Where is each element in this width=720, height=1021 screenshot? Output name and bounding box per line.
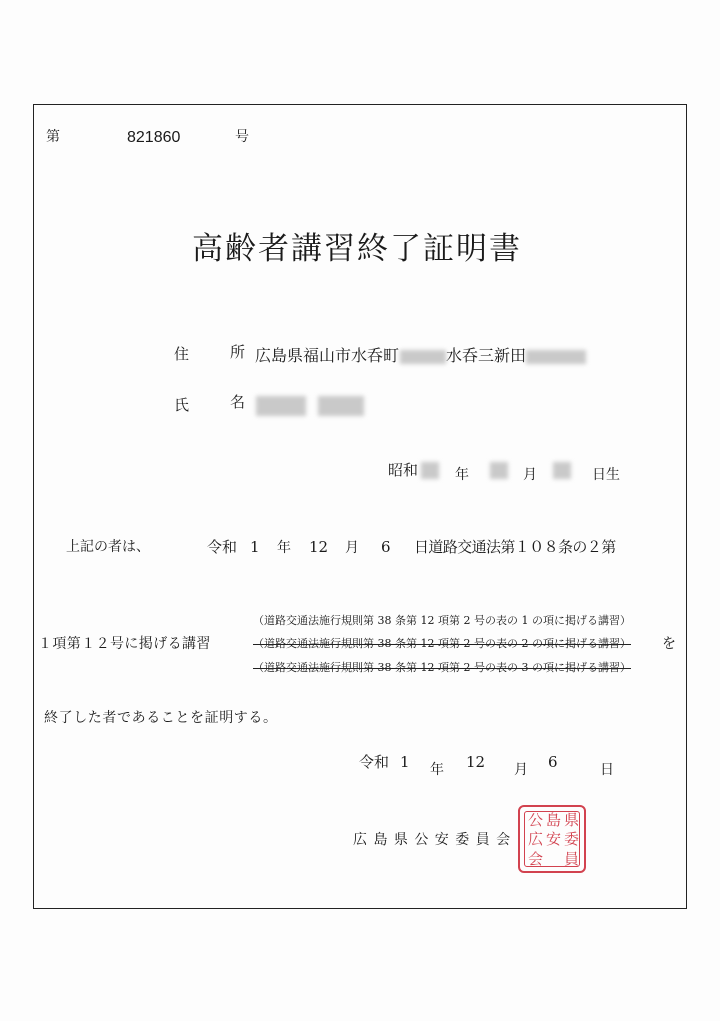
seal-char: 会	[528, 850, 544, 868]
statement-line2-prefix: １項第１２号に掲げる講習	[38, 636, 211, 652]
statement-month: 12	[309, 538, 329, 556]
redacted-address-number	[526, 350, 586, 364]
birth-day-unit: 日生	[592, 467, 620, 483]
address-part2: 水呑三新田	[446, 346, 527, 365]
lecture-option-2-struck: （道路交通法施行規則第 38 条第 12 項第 2 号の表の 2 の項に掲げる講習）	[253, 637, 631, 650]
statement-law-text: 日道路交通法第１０８条の２第	[414, 538, 616, 556]
issue-month: 12	[466, 753, 486, 771]
birth-era: 昭和	[388, 461, 419, 479]
strike-line	[253, 644, 631, 645]
seal-char: 広	[528, 830, 544, 848]
issue-year-unit: 年	[430, 762, 444, 778]
statement-line2-suffix: を	[662, 636, 676, 652]
redacted-given-name	[318, 396, 364, 416]
lecture-option-1: （道路交通法施行規則第 38 条第 12 項第 2 号の表の 1 の項に掲げる講習）	[253, 614, 631, 627]
cert-number-suffix: 号	[235, 129, 249, 145]
redacted-birth-day	[553, 462, 571, 479]
issue-month-unit: 月	[514, 762, 528, 778]
address-label-2: 所	[230, 343, 246, 361]
redacted-address-block	[400, 350, 446, 364]
statement-intro: 上記の者は、	[66, 539, 150, 555]
page-title: 高齢者講習終了証明書	[192, 231, 522, 267]
statement-line3: 終了した者であることを証明する。	[44, 710, 278, 726]
certificate-border	[33, 104, 687, 909]
birth-month-unit: 月	[523, 467, 537, 483]
name-label-2: 名	[230, 393, 246, 411]
strike-line	[253, 668, 631, 669]
name-label-1: 氏	[174, 396, 190, 414]
seal-char: 委	[564, 830, 580, 848]
issue-year: 1	[400, 753, 410, 771]
statement-year-unit: 年	[277, 540, 291, 556]
seal-char: 県	[564, 811, 580, 829]
issuer-name: 広 島 県 公 安 委 員 会	[353, 832, 512, 848]
statement-era: 令和	[207, 538, 238, 556]
seal-char: 島	[546, 811, 562, 829]
redacted-birth-year	[421, 462, 439, 479]
redacted-surname	[256, 396, 306, 416]
statement-year: 1	[250, 538, 260, 556]
statement-day: 6	[381, 538, 391, 556]
address-part1: 広島県福山市水呑町	[255, 346, 400, 365]
address-label-1: 住	[174, 345, 190, 363]
lecture-option-3-struck: （道路交通法施行規則第 38 条第 12 項第 2 号の表の 3 の項に掲げる講習）	[253, 661, 631, 674]
official-seal	[518, 805, 586, 873]
statement-month-unit: 月	[345, 540, 359, 556]
issue-day: 6	[548, 753, 558, 771]
issue-era: 令和	[359, 753, 390, 771]
seal-char: 安	[546, 830, 562, 848]
seal-char: 員	[564, 850, 580, 868]
redacted-birth-month	[490, 462, 508, 479]
seal-char: 公	[528, 811, 544, 829]
birth-year-unit: 年	[455, 467, 469, 483]
cert-number-prefix: 第	[46, 129, 60, 145]
cert-number: 821860	[127, 129, 181, 146]
issue-day-unit: 日	[600, 762, 614, 778]
